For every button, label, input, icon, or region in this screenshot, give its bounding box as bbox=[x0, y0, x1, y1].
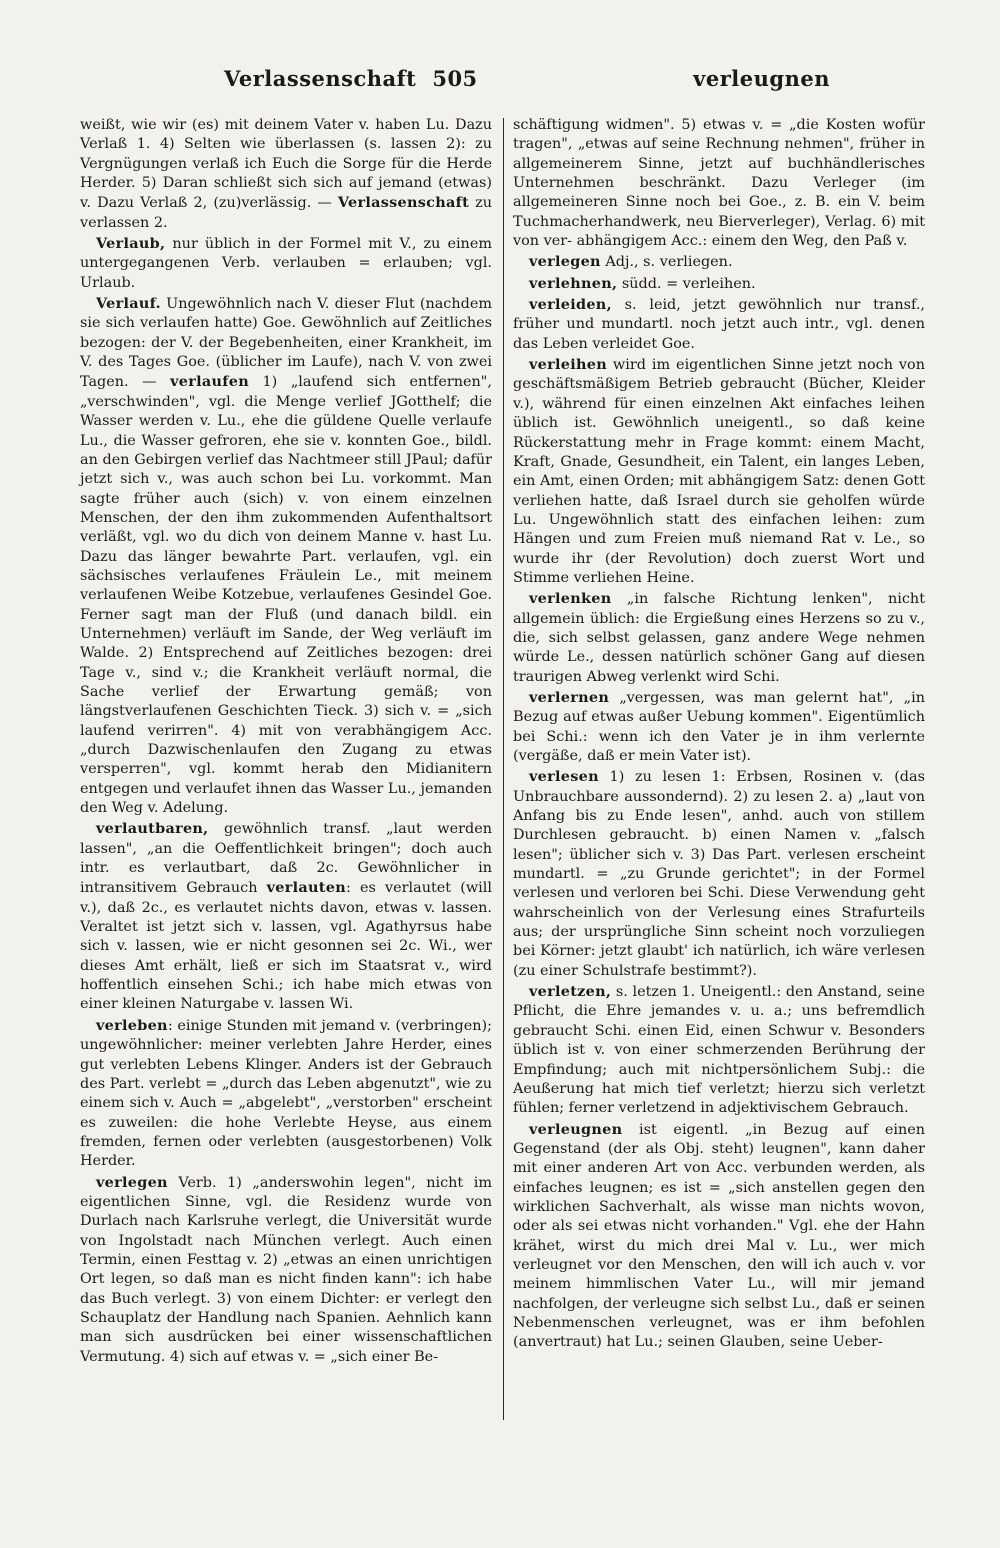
headword: verlegen bbox=[529, 253, 601, 271]
headword: verlegen bbox=[96, 1173, 168, 1191]
entry-text: s. leid, jetzt gewöhnlich nur transf., früher und mundartl. noch jetzt auch intr., vgl. denen das Leben verleidet Goe. bbox=[513, 297, 925, 352]
entry-text: gewöhnlich transf. „laut werden lassen", „an die Oeffentlichkeit bringen"; doch auch intr. es verlautbart, daß 2c. Gewöhnlicher in intransitivem Gebrauch bbox=[80, 821, 492, 897]
headword: verleihen bbox=[529, 356, 607, 374]
entry-text: schäftigung widmen". 5) etwas v. = „die Kosten wofür tragen", „etwas auf seine Rechnung nehmen", früher in allgemeinerem Sinne, jetzt auf buchhändlerisches Unternehmen beschränkt. Dazu Verleger (im allgemeineren Sinne noch bei Goe., z. B. ein V. beim Tuchmacherhandwerk, neu Bierverleger), Verlag. 6) mit von ver- abhängigem Acc.: einem den Weg, den Paß v. bbox=[513, 117, 925, 250]
page-number: 505 bbox=[432, 66, 478, 91]
headword: verlernen bbox=[529, 688, 610, 706]
page-header bbox=[80, 66, 830, 102]
headword: verlenken bbox=[529, 590, 612, 608]
dictionary-entry bbox=[513, 295, 925, 354]
headword: verletzen, bbox=[529, 983, 612, 1001]
column-divider bbox=[503, 118, 504, 1420]
dictionary-entry bbox=[513, 1120, 925, 1353]
running-head-right: verleugnen bbox=[693, 66, 830, 91]
dictionary-entry bbox=[80, 294, 492, 818]
headword: verlehnen, bbox=[529, 274, 618, 292]
entry-text: nur üblich in der Formel mit V., zu einem untergegangenen Verb. verlauben = erlauben; vgl. Urlaub. bbox=[80, 236, 492, 291]
dictionary-entry bbox=[80, 1016, 492, 1172]
entry-text: Adj., s. verliegen. bbox=[600, 254, 733, 271]
dictionary-entry bbox=[80, 1173, 492, 1367]
headword: verleiden, bbox=[529, 296, 612, 314]
dictionary-entry bbox=[80, 234, 492, 293]
entry-text: zu verlassen 2. bbox=[80, 195, 492, 231]
entry-text: 1) „laufend sich entfernen", „verschwinden", vgl. die Menge verlief JGotthelf; die Wasser werden v. Lu., ehe die güldene Quelle verlaufe Lu., die Wasser gefroren, ehe sie v. konnten Goe., bildl. an den Gebirgen verlief das Nachtmeer still JPaul; dafür jetzt sich v., was auch schon bei Lu. vorkommt. Man sagte früher auch (sich) v. von einem einzelnen Menschen, der den ihm zukommenden Aufenthaltsort verläßt, vgl. wo du dich von deinem Manne v. hast Lu. Dazu das länger bewahrte Part. verlaufen, vgl. ein sächsisches verlaufenes Fräulein Le., mit meinem verlaufenen Weibe Kotzebue, verlaufenes Gesindel Goe. Ferner sagt man der Fluß (und danach bildl. ein Unternehmen) verläuft im Sande, der Weg verläuft im Walde. 2) Entsprechend auf Zeitliches bezogen: drei Tage v., sind v.; die Krankheit verläuft normal, die Sache verlief der Erwartung gemäß; von längstverlaufenen Geschichten Tieck. 3) sich v. = „sich laufend verirren". 4) mit von verabhängigem Acc. „durch Dazwischenlaufen den Zugang zu etwas versperren", vgl. kommt herab den Midianitern entgegen und verlaufet ihnen das Wasser Lu., jemanden den Weg v. Adelung. bbox=[80, 374, 492, 817]
entry-text: wird im eigentlichen Sinne jetzt noch von geschäftsmäßigem Betrieb gebraucht (Bücher, Kleider v.), während für einen einzelnen Akt einfaches leihen üblich ist. Gewöhnlich uneigentl., so daß keine Rückerstattung mehr in Frage kommt: einem Macht, Kraft, Gnade, Gesundheit, ein Talent, ein langes Leben, ein Amt, einen Orden; mit abhängigem Satz: denen Gott verliehen hatte, daß Israel durch sie geholfen würde Lu. Ungewöhnlich statt des einfachen leihen: zum Hängen und zum Freien muß niemand Rat v. Le., so wurde ihr (der Revolution) doch zuerst Wort und Stimme verliehen Heine. bbox=[513, 357, 925, 586]
dictionary-entry bbox=[513, 767, 925, 981]
dictionary-entry bbox=[80, 116, 492, 233]
dictionary-entry bbox=[80, 819, 492, 1014]
dictionary-entry bbox=[513, 252, 925, 272]
entry-text: 1) zu lesen 1: Erbsen, Rosinen v. (das Unbrauchbare aussondernd). 2) zu lesen 2. a) „laut von Anfang bis zu Ende lesen", anhd. auch von stillem Durchlesen gebraucht. b) einen Namen v. „falsch lesen"; üblicher sich v. 3) Das Part. verlesen erscheint mundartl. = „zu Grunde gerichtet"; in der Formel verlesen und verloren bei Schi. Diese Verwendung geht wahrscheinlich von der Verlesung eines Strafurteils aus; der ursprüngliche Sinn scheint noch vorzuliegen bei Körner: jetzt glaubt' ich natürlich, ich wäre verlesen (zu einer Schulstrafe bestimmt?). bbox=[513, 769, 925, 979]
entry-text: Verb. 1) „anderswohin legen", nicht im eigentlichen Sinne, vgl. die Residenz wurde von Durlach nach Karlsruhe verlegt, die Universität wurde von Ingolstadt nach München verlegt. Auch einen Termin, einen Festtag v. 2) „etwas an einen unrichtigen Ort legen, so daß man es nicht finden kann": ich habe das Buch verlegt. 3) von einem Dichter: er verlegt den Schauplatz der Handlung nach Spanien. Aehnlich kann man sich ausdrücken bei einer wissenschaftlichen Vermutung. 4) sich auf etwas v. = „sich einer Be- bbox=[80, 1174, 492, 1365]
headword: verlesen bbox=[529, 768, 599, 786]
dictionary-entry bbox=[513, 274, 925, 294]
dictionary-entry bbox=[513, 982, 925, 1118]
right-column bbox=[513, 116, 925, 1354]
headword: Verlaub, bbox=[96, 235, 166, 253]
entry-text: ist eigentl. „in Bezug auf einen Gegenstand (der als Obj. steht) leugnen", kann daher mit einer anderen Art von Acc. verbunden werden, als einfaches leugnen; es ist = „sich anstellen gegen den wirklichen Sachverhalt, als wisse man nichts wovon, oder als sei etwas nicht vorhanden." Vgl. ehe der Hahn krähet, wirst du mich drei Mal v. Lu., wer mich verleugnet vor den Menschen, den will ich auch v. vor meinem himmlischen Vater Lu., will mir jemand nachfolgen, der verleugne sich selbst Lu., daß er seinen Nebenmenschen verleugnet, was er ihm befohlen (anvertraut) hat Lu.; seinen Glauben, seine Ueber- bbox=[513, 1121, 925, 1351]
entry-text: „vergessen, was man gelernt hat", „in Bezug auf etwas außer Uebung kommen". Eigentümlich bei Schi.: wenn ich den Vater je in ihm verlernte (vergäße, daß er mein Vater ist). bbox=[513, 689, 925, 764]
entry-text: : es verlautet (will v.), daß 2c., es verlautet nichts davon, etwas v. lassen. Veraltet ist jetzt sich v. lassen, vgl. Agathyrsus habe sich v. lassen, wie er nicht gesonnen sei 2c. Wi., wer dieses Amt erhält, ließ er sich im Staatsrat v., wird hoffentlich einsehen Schi.; ich habe mich etwas von einer kleinen Naturgabe v. lassen Wi. bbox=[80, 880, 492, 1013]
headword: Verlassenschaft bbox=[337, 194, 470, 212]
entry-text: südd. = verleihen. bbox=[617, 275, 756, 292]
entry-text: : einige Stunden mit jemand v. (verbringen); ungewöhnlicher: meiner verlebten Jahre Herder, eines gut verlebten Lebens Klinger. Anders ist der Gebrauch des Part. verlebt = „durch das Leben abgenutzt", wie zu einem sich v. Auch = „abgelebt", „verstorben" erscheint es zuweilen: die hohe Verlebte Heyse, aus einem fremden, fernen oder verlebten (ausgestorbenen) Volk Herder. bbox=[80, 1017, 492, 1170]
dictionary-entry bbox=[513, 688, 925, 766]
headword: Verlauf. bbox=[96, 295, 161, 313]
dictionary-entry bbox=[513, 589, 925, 687]
entry-text: weißt, wie wir (es) mit deinem Vater v. haben Lu. Dazu Verlaß 1. 4) Selten wie überlassen (s. lassen 2): zu Vergnügungen verlaß ich Euch die Sorge für die Herde Herder. 5) Daran schließt sich sich auf jemand (etwas) v. Dazu Verlaß 2, (zu)verlässig. — bbox=[80, 117, 492, 212]
dictionary-entry bbox=[513, 116, 925, 251]
headword: verleugnen bbox=[529, 1120, 623, 1138]
left-column bbox=[80, 116, 492, 1368]
entry-text: Ungewöhnlich nach V. dieser Flut (nachdem sie sich verlaufen hatte) Goe. Gewöhnlich auf Zeitliches bezogen: der V. der Begebenheiten, einer Krankheit, im V. des Tages Goe. (üblicher im Laufe), nach V. von zwei Tagen. — bbox=[80, 296, 492, 391]
headword: verlaufen bbox=[170, 373, 249, 391]
headword: verleben bbox=[96, 1016, 168, 1034]
headword: verlauten bbox=[266, 879, 346, 897]
running-head-left: Verlassenschaft bbox=[224, 66, 417, 91]
headword: verlautbaren, bbox=[96, 820, 209, 838]
entry-text: „in falsche Richtung lenken", nicht allgemein üblich: die Ergießung eines Herzens so zu v., die, sich selbst gelassen, ganz andere Wege nehmen würde Le., dessen natürlich schöner Gang auf diesen traurigen Abweg verlenkt wird Schi. bbox=[513, 591, 925, 685]
entry-text: s. letzen 1. Uneigentl.: den Anstand, seine Pflicht, die Ehre jemandes v. u. a.; uns befremdlich gebraucht Schi. einen Eid, einen Schwur v. Besonders üblich ist v. von einer schmerzenden Berührung der Empfindung; auch mit nichtpersönlichem Subj.: die Aeußerung hat mich tief verletzt; hierzu sich verletzt fühlen; ferner verletzend in adjektivischem Gebrauch. bbox=[513, 984, 925, 1117]
dictionary-entry bbox=[513, 355, 925, 588]
